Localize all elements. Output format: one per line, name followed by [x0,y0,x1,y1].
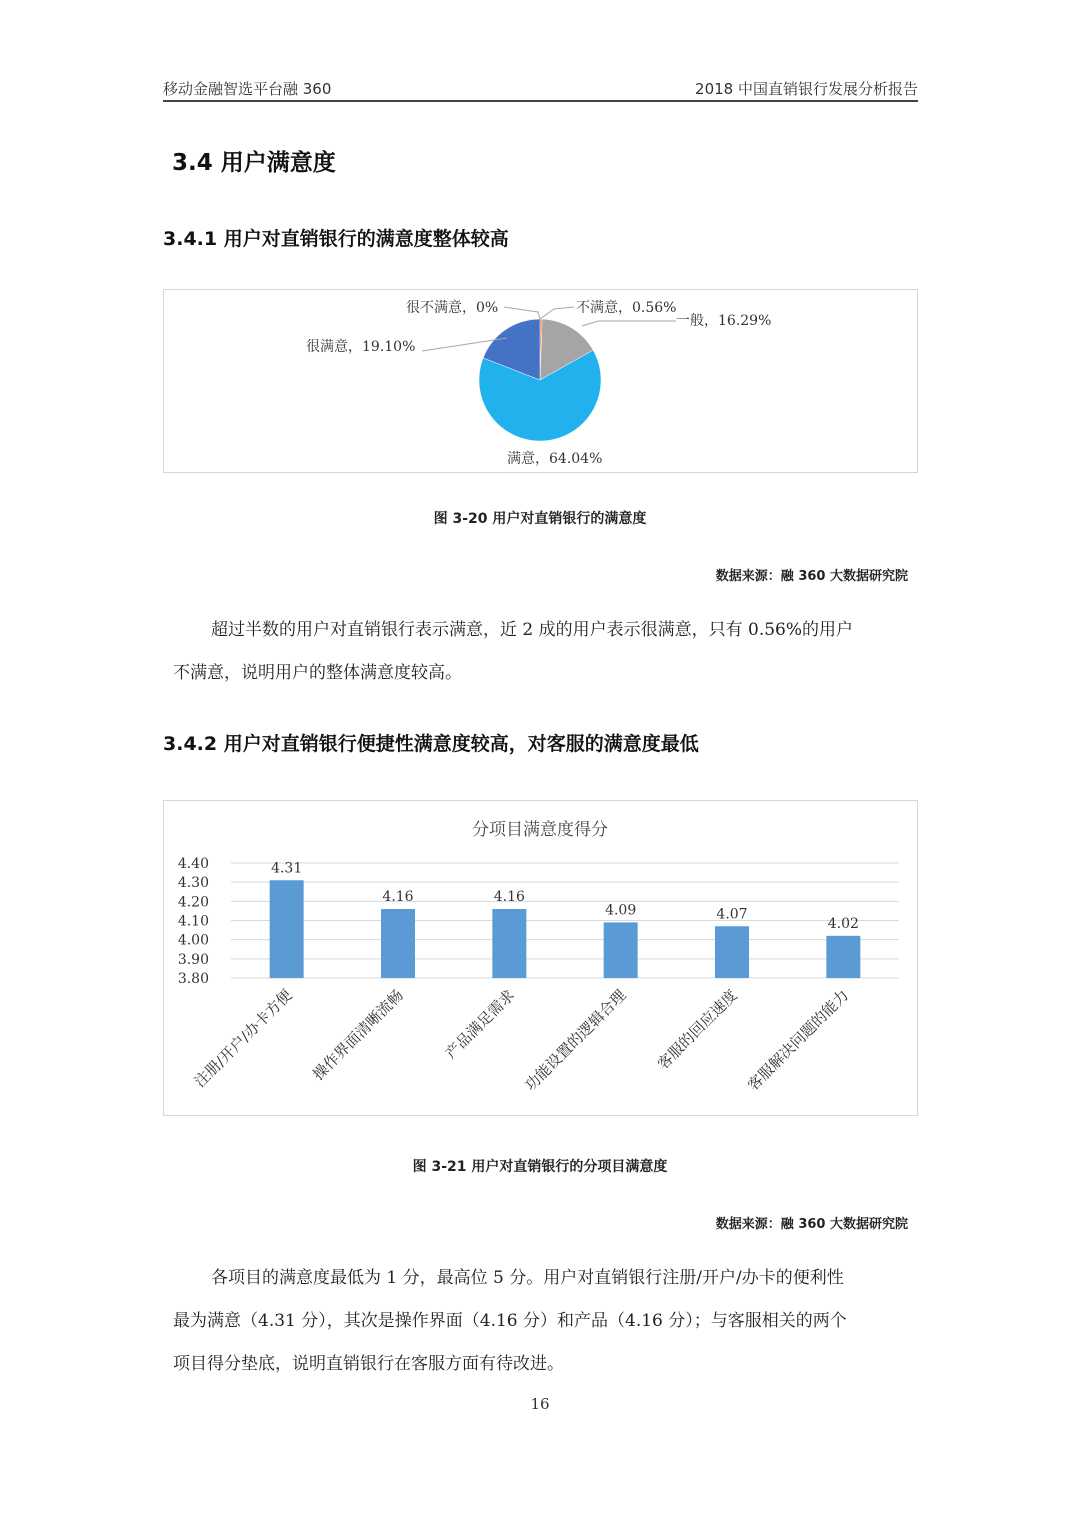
bar-2 [492,909,526,978]
paragraph-1 [173,609,913,695]
leader-line-unsatisfied [540,307,574,319]
bar-chart-title: 分项目满意度得分 [472,820,608,840]
paragraph-2-line-2: 最为满意（4.31 分），其次是操作界面（4.16 分）和产品（4.16 分）；与客服相关的两个 [173,1311,847,1331]
data-source-3-20: 数据来源：融 360 大数据研究院 [715,569,908,584]
x-category-label-3: 功能设置的逻辑合理 [521,986,630,1095]
figure-caption-3-20: 图 3-20 用户对直销银行的满意度 [433,511,647,527]
y-tick-label-5: 3.90 [177,951,209,968]
section-title: 3.4 用户满意度 [172,150,336,176]
x-category-label-5: 客服解决问题的能力 [743,986,853,1095]
paragraph-2 [173,1257,913,1386]
y-tick-label-0: 4.40 [177,856,209,872]
bar-1 [381,909,415,978]
y-tick-label-4: 4.00 [177,932,209,949]
bar-5 [826,936,860,978]
pie-label-very-unsatisfied: 很不满意，0% [406,300,499,316]
bar-chart-frame [163,800,918,1116]
page-number: 16 [530,1395,550,1413]
header-left: 移动金融智选平台融 360 [163,80,332,98]
bar-value-label-1: 4.16 [382,889,414,905]
bar-value-label-4: 4.07 [716,906,748,923]
paragraph-2-line-1: 各项目的满意度最低为 1 分，最高位 5 分。用户对直销银行注册/开户/办卡的便利性 [211,1268,844,1288]
bar-3 [604,922,638,978]
y-tick-label-1: 4.30 [177,875,209,892]
x-category-label-1: 操作界面清晰流畅 [309,986,407,1084]
paragraph-2-line-3: 项目得分垫底，说明直销银行在客服方面有待改进。 [173,1354,564,1374]
pie-label-neutral: 一般，16.29% [676,313,772,329]
header-divider [163,100,918,102]
bar-value-label-3: 4.09 [605,902,637,919]
pie-label-satisfied: 满意，64.04% [507,451,603,467]
x-category-label-2: 产品满足需求 [441,986,519,1063]
subsection-title-1: 3.4.1 用户对直销银行的满意度整体较高 [163,228,509,250]
x-category-label-4: 客服的回应速度 [653,986,741,1074]
subsection-title-2: 3.4.2 用户对直销银行便捷性满意度较高，对客服的满意度最低 [163,733,699,755]
bar-value-label-2: 4.16 [493,889,525,905]
paragraph-1-line-1: 超过半数的用户对直销银行表示满意，近 2 成的用户表示很满意，只有 0.56%的用户 [211,620,854,640]
leader-line-neutral [582,321,676,326]
figure-caption-3-21: 图 3-21 用户对直销银行的分项目满意度 [412,1159,668,1175]
bar-chart [164,801,917,1115]
leader-line-very-unsatisfied [504,307,540,319]
pie-label-very-satisfied: 很满意，19.10% [306,339,416,355]
x-category-label-0: 注册/开户/办卡方便 [190,986,296,1091]
pie-label-unsatisfied: 不满意，0.56% [576,300,677,316]
y-tick-label-3: 4.10 [177,913,209,930]
pie-chart-frame [163,289,918,473]
bar-value-label-5: 4.02 [827,915,859,932]
paragraph-1-line-2: 不满意，说明用户的整体满意度较高。 [173,663,462,683]
data-source-3-21: 数据来源：融 360 大数据研究院 [715,1217,908,1232]
header-right: 2018 中国直销银行发展分析报告 [695,80,918,98]
bar-value-label-0: 4.31 [271,860,303,877]
y-tick-label-2: 4.20 [177,894,209,911]
y-tick-label-6: 3.80 [177,971,209,987]
bar-4 [715,926,749,978]
bar-0 [270,880,304,978]
pie-chart [164,290,917,472]
